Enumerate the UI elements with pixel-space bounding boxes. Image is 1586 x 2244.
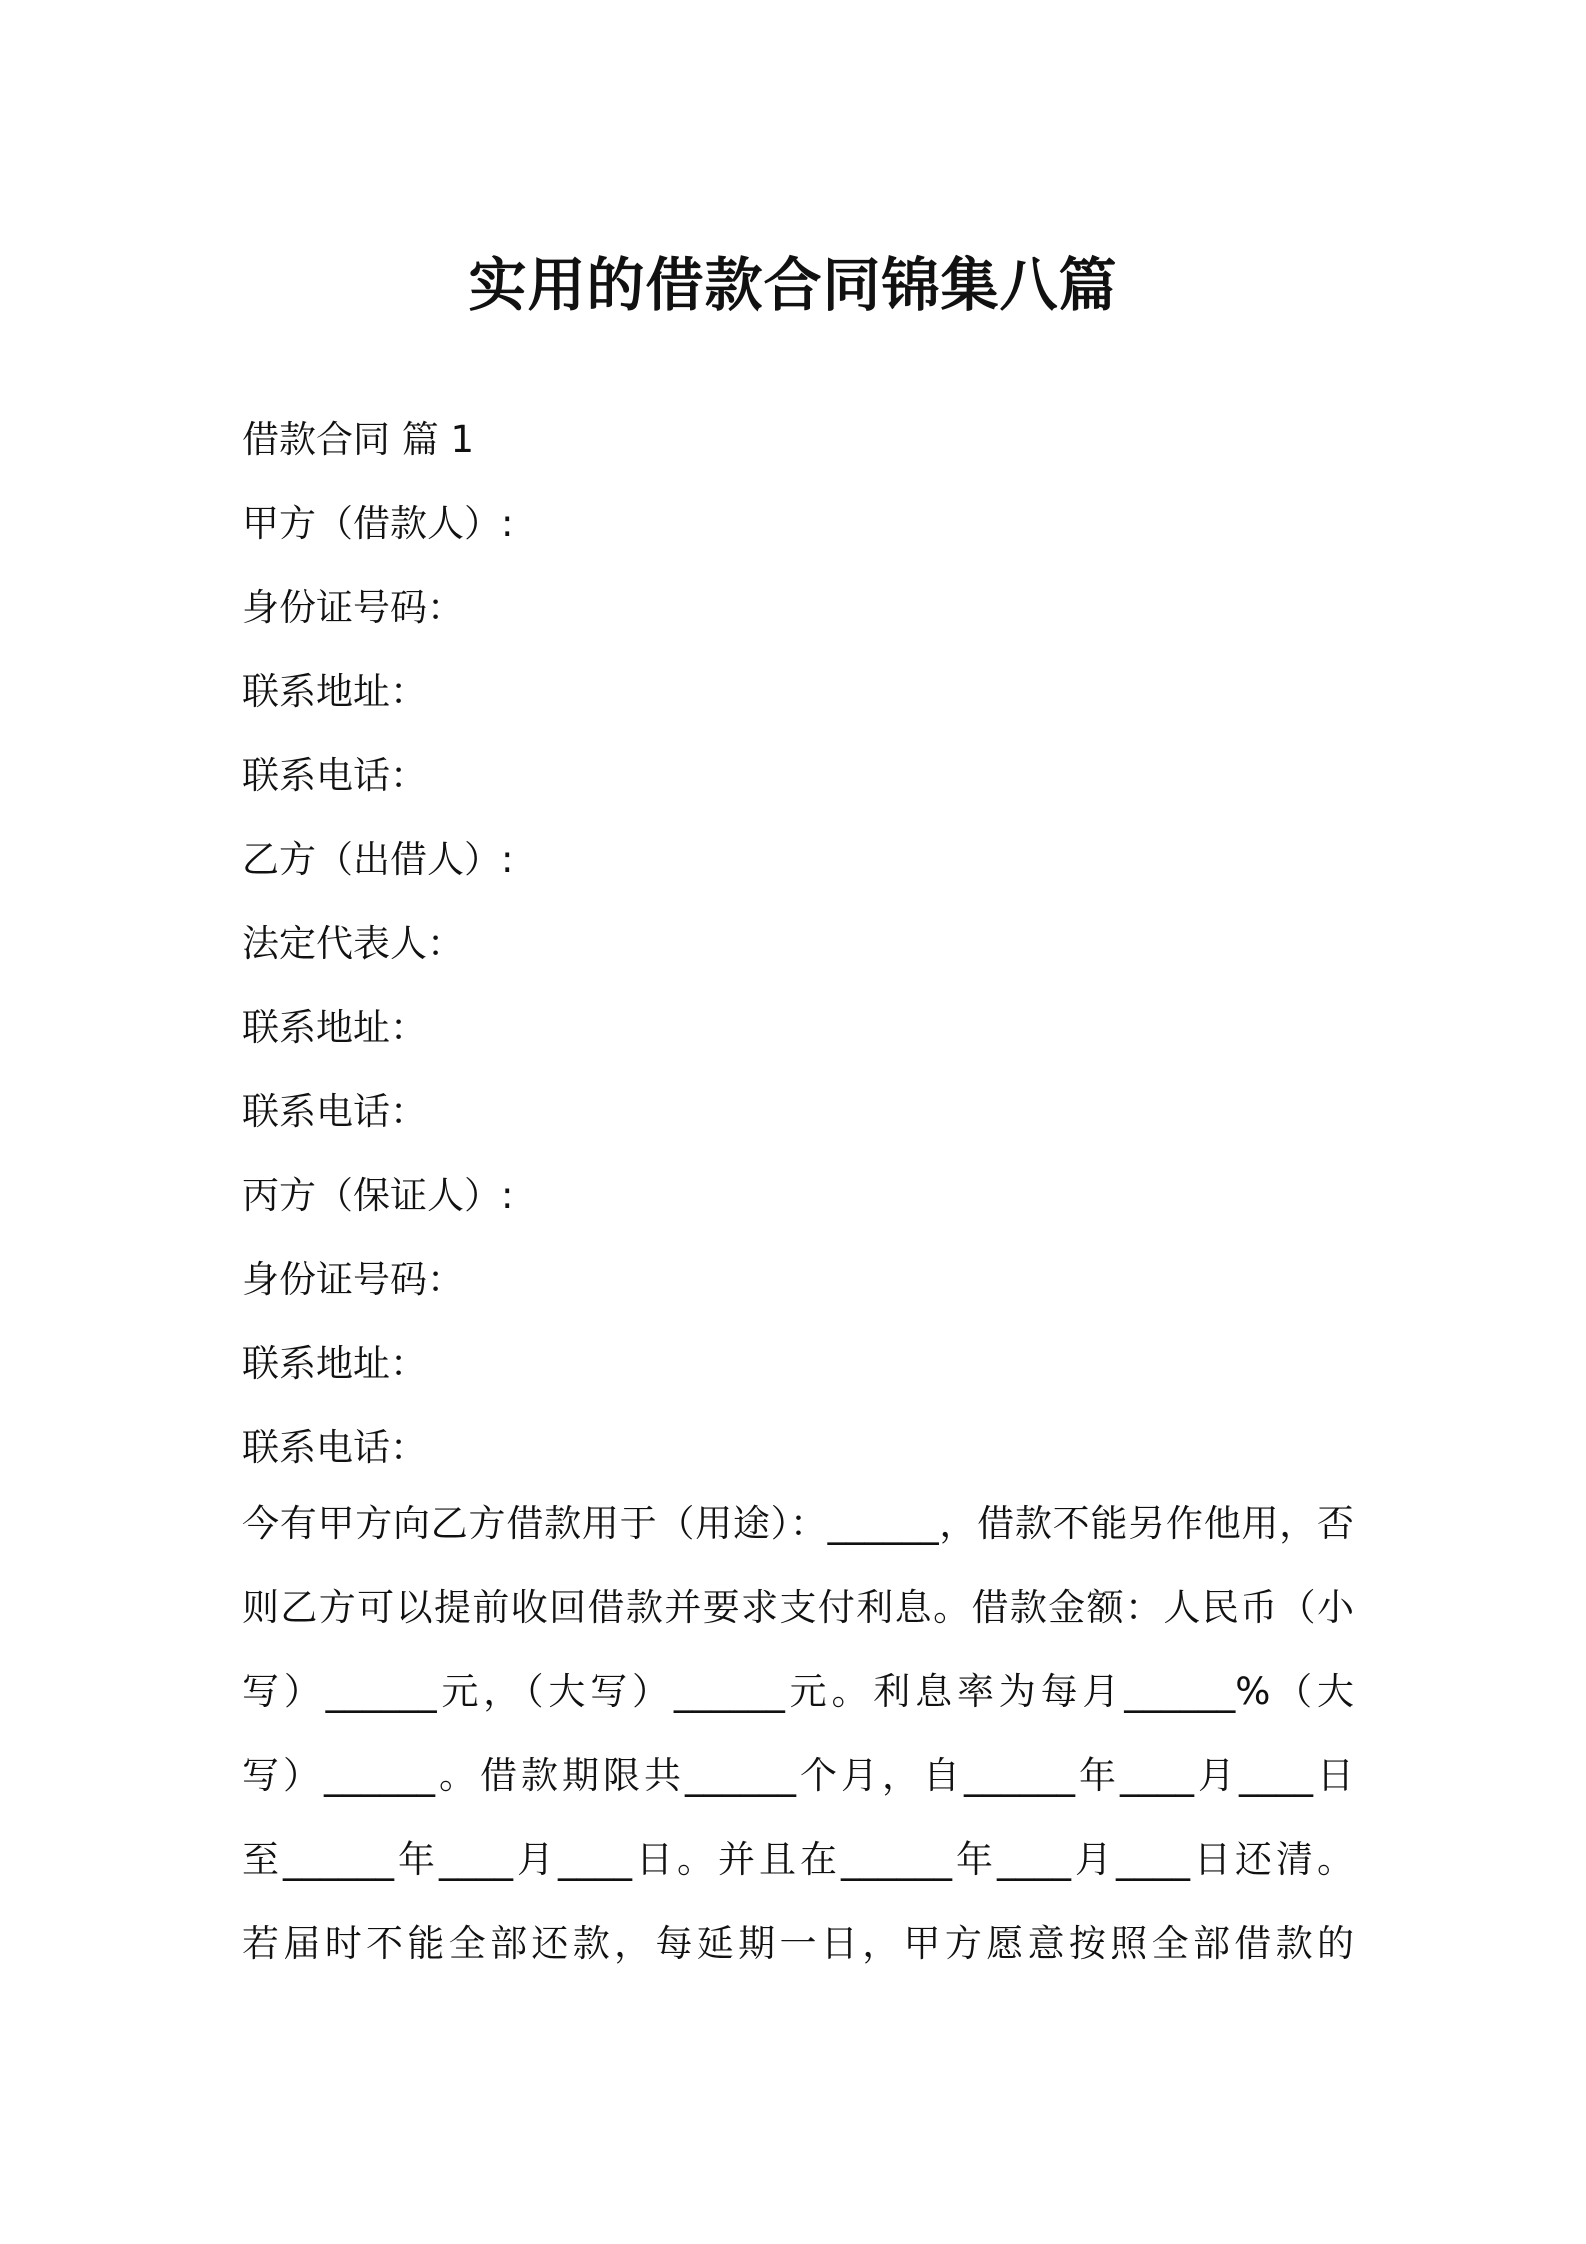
field-id-number: 身份证号码： xyxy=(242,586,464,629)
body-line: 写）______。借款期限共______个月，自______年____月____日 xyxy=(242,1754,1354,1797)
field-address: 联系地址： xyxy=(242,1006,427,1049)
field-address: 联系地址： xyxy=(242,1342,427,1385)
field-party-b: 乙方（出借人）: xyxy=(242,838,514,881)
party-fields xyxy=(242,398,1352,1490)
field-phone: 联系电话： xyxy=(242,1426,427,1469)
field-party-a: 甲方（借款人）: xyxy=(242,502,514,545)
field-party-c: 丙方（保证人）: xyxy=(242,1174,514,1217)
field-legal-representative: 法定代表人： xyxy=(242,922,464,965)
document-title: 实用的借款合同锦集八篇 xyxy=(468,250,1118,319)
body-line: 今有甲方向乙方借款用于（用途）：______，借款不能另作他用，否 xyxy=(242,1502,1354,1545)
body-line: 至______年____月____日。并且在______年____月____日还清。 xyxy=(242,1838,1354,1881)
field-phone: 联系电话： xyxy=(242,754,427,797)
field-id-number: 身份证号码： xyxy=(242,1258,464,1301)
field-address: 联系地址： xyxy=(242,670,427,713)
section-heading: 借款合同 篇 1 xyxy=(242,418,475,461)
body-line: 则乙方可以提前收回借款并要求支付利息。借款金额：人民币（小 xyxy=(242,1586,1354,1629)
body-paragraph xyxy=(242,1482,1354,1986)
body-line: 写）______元，（大写）______元。利息率为每月______%（大 xyxy=(242,1670,1354,1713)
field-phone: 联系电话： xyxy=(242,1090,427,1133)
body-line: 若届时不能全部还款，每延期一日，甲方愿意按照全部借款的 xyxy=(242,1922,1354,1965)
